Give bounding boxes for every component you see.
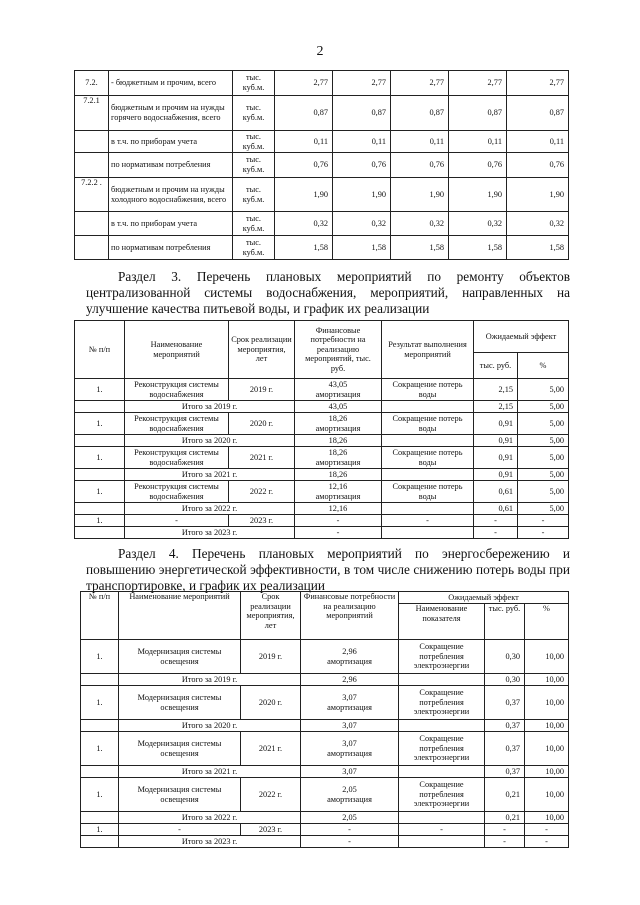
value-cell: 0,87	[391, 96, 449, 131]
measure-result: Сокращение потерь воды	[382, 413, 474, 435]
finance-source: амортизация	[327, 656, 372, 666]
table-row	[81, 686, 569, 720]
page-number: 2	[316, 44, 324, 59]
effect-percent: -	[518, 515, 569, 527]
measure-year: 2022 г.	[241, 778, 301, 812]
measure-name: Реконструкция системы водоснабжения	[125, 413, 229, 435]
total-row	[81, 674, 569, 686]
col-header-effect: Ожидаемый эффект	[474, 321, 569, 353]
measure-year: 2020 г.	[229, 413, 295, 435]
total-label: Итого за 2023 г.	[125, 527, 295, 539]
effect-percent: 5,00	[518, 447, 569, 469]
measure-finance	[295, 413, 382, 435]
effect-value: 0,37	[485, 686, 525, 720]
total-finance: 18,26	[295, 469, 382, 481]
indicator-name: -	[399, 824, 485, 836]
row-number	[75, 153, 109, 178]
total-percent: 10,00	[525, 812, 569, 824]
col-header-num: № п/п	[75, 321, 125, 379]
repair-measures-table	[74, 320, 569, 539]
col-header-indicator: Наименование показателя	[399, 604, 485, 640]
total-finance: 2,96	[301, 674, 399, 686]
section-3-heading	[86, 269, 570, 317]
value-cell: 0,76	[507, 153, 569, 178]
value-cell: 0,87	[275, 96, 333, 131]
indicator-name: Сокращение потребления электроэнергии	[399, 778, 485, 812]
table-row	[75, 413, 569, 435]
total-label: Итого за 2019 г.	[119, 674, 301, 686]
total-finance: 3,07	[301, 720, 399, 732]
row-unit: тыс. куб.м.	[233, 96, 275, 131]
row-number: 1.	[75, 515, 125, 527]
value-cell: 1,58	[507, 236, 569, 260]
row-unit: тыс. куб.м.	[233, 178, 275, 212]
measure-year: 2019 г.	[241, 640, 301, 674]
row-number: 1.	[81, 824, 119, 836]
effect-percent: 5,00	[518, 481, 569, 503]
value-cell: 1,58	[391, 236, 449, 260]
total-row	[75, 527, 569, 539]
measure-name: Модернизация системы освещения	[119, 640, 241, 674]
measure-finance	[301, 732, 399, 766]
total-row	[81, 720, 569, 732]
measure-year: 2023 г.	[241, 824, 301, 836]
row-number	[75, 212, 109, 236]
finance-value: 2,96	[342, 646, 357, 656]
measure-finance	[295, 379, 382, 401]
finance-value: 3,07	[342, 692, 357, 702]
finance-source: амортизация	[315, 389, 361, 399]
total-row	[81, 836, 569, 848]
finance-source: амортизация	[327, 794, 372, 804]
total-percent: 5,00	[518, 401, 569, 413]
total-effect: 2,15	[474, 401, 518, 413]
total-effect: 0,37	[485, 766, 525, 778]
measure-year: 2019 г.	[229, 379, 295, 401]
value-cell: 0,32	[391, 212, 449, 236]
total-effect: 0,21	[485, 812, 525, 824]
effect-percent: 10,00	[525, 640, 569, 674]
value-cell: 2,77	[275, 71, 333, 96]
effect-value: 0,91	[474, 447, 518, 469]
row-number: 1.	[81, 732, 119, 766]
finance-value: 18,26	[328, 447, 348, 457]
effect-value: -	[474, 515, 518, 527]
table-row	[75, 153, 569, 178]
value-cell: 2,77	[391, 71, 449, 96]
total-effect: 0,61	[474, 503, 518, 515]
total-label: Итого за 2021 г.	[119, 766, 301, 778]
total-row	[75, 401, 569, 413]
measure-result: Сокращение потерь воды	[382, 447, 474, 469]
row-label: в т.ч. по приборам учета	[109, 131, 233, 153]
effect-percent: 5,00	[518, 379, 569, 401]
total-finance: 12,16	[295, 503, 382, 515]
row-label: по нормативам потребления	[109, 236, 233, 260]
row-label: в т.ч. по приборам учета	[109, 212, 233, 236]
col-header-finance: Финансовые потребности на реализацию мероприятий, тыс. руб.	[295, 321, 382, 379]
value-cell: 0,11	[391, 131, 449, 153]
measure-finance	[301, 778, 399, 812]
measure-year: 2022 г.	[229, 481, 295, 503]
total-percent: 10,00	[525, 674, 569, 686]
effect-percent: -	[525, 824, 569, 836]
effect-value: 0,61	[474, 481, 518, 503]
effect-value: 0,91	[474, 413, 518, 435]
value-cell: 0,76	[391, 153, 449, 178]
row-number: 1.	[81, 686, 119, 720]
energy-measures-table	[80, 591, 569, 848]
effect-value: -	[485, 824, 525, 836]
row-label: бюджетным и прочим на нужды холодного водоснабжения, всего	[109, 178, 233, 212]
value-cell: 0,87	[507, 96, 569, 131]
effect-value: 0,30	[485, 640, 525, 674]
row-number: 1.	[81, 640, 119, 674]
row-label: бюджетным и прочим на нужды горячего водоснабжения, всего	[109, 96, 233, 131]
table-row	[75, 96, 569, 131]
row-unit: тыс. куб.м.	[233, 212, 275, 236]
value-cell: 1,90	[275, 178, 333, 212]
measure-finance: -	[295, 515, 382, 527]
value-cell: 0,32	[507, 212, 569, 236]
value-cell: 0,87	[449, 96, 507, 131]
row-unit: тыс. куб.м.	[233, 131, 275, 153]
measure-year: 2023 г.	[229, 515, 295, 527]
total-finance: 3,07	[301, 766, 399, 778]
value-cell: 1,90	[333, 178, 391, 212]
value-cell: 0,11	[449, 131, 507, 153]
measure-year: 2021 г.	[229, 447, 295, 469]
row-unit: тыс. куб.м.	[233, 153, 275, 178]
finance-source: амортизация	[327, 748, 372, 758]
value-cell: 2,77	[449, 71, 507, 96]
total-label: Итого за 2022 г.	[125, 503, 295, 515]
measure-result: -	[382, 515, 474, 527]
finance-value: 18,26	[328, 413, 348, 423]
value-cell: 1,58	[333, 236, 391, 260]
total-percent: 5,00	[518, 469, 569, 481]
total-label: Итого за 2020 г.	[119, 720, 301, 732]
effect-percent: 10,00	[525, 732, 569, 766]
row-label: - бюджетным и прочим, всего	[109, 71, 233, 96]
col-header-result: Результат выполнения мероприятий	[382, 321, 474, 379]
total-row	[75, 435, 569, 447]
measure-name: Модернизация системы освещения	[119, 778, 241, 812]
measure-result: Сокращение потерь воды	[382, 481, 474, 503]
row-number	[75, 131, 109, 153]
effect-value: 2,15	[474, 379, 518, 401]
value-cell: 0,76	[333, 153, 391, 178]
measure-name: Реконструкция системы водоснабжения	[125, 481, 229, 503]
value-cell: 1,90	[449, 178, 507, 212]
total-finance: 43,05	[295, 401, 382, 413]
value-cell: 0,11	[507, 131, 569, 153]
row-number: 1.	[75, 447, 125, 469]
total-percent: 5,00	[518, 435, 569, 447]
finance-value: 12,16	[328, 481, 348, 491]
table-row	[81, 640, 569, 674]
total-label: Итого за 2020 г.	[125, 435, 295, 447]
col-header-term: Срок реализации мероприятия, лет	[229, 321, 295, 379]
value-cell: 0,76	[449, 153, 507, 178]
row-unit: тыс. куб.м.	[233, 71, 275, 96]
finance-source: амортизация	[327, 702, 372, 712]
table-row	[75, 131, 569, 153]
row-number: 1.	[75, 413, 125, 435]
table-row	[75, 481, 569, 503]
table-row	[75, 236, 569, 260]
value-cell: 2,77	[333, 71, 391, 96]
total-percent: 10,00	[525, 720, 569, 732]
measure-name: -	[125, 515, 229, 527]
measure-finance	[301, 686, 399, 720]
table-row	[75, 178, 569, 212]
measure-name: Реконструкция системы водоснабжения	[125, 379, 229, 401]
table-row	[75, 212, 569, 236]
effect-value: 0,37	[485, 732, 525, 766]
row-number: 7.2.2 .	[75, 178, 109, 212]
measure-name: Модернизация системы освещения	[119, 732, 241, 766]
total-effect: 0,91	[474, 469, 518, 481]
measure-finance	[295, 481, 382, 503]
col-header-name: Наименование мероприятий	[125, 321, 229, 379]
total-effect: 0,91	[474, 435, 518, 447]
measure-year: 2020 г.	[241, 686, 301, 720]
total-finance: 2,05	[301, 812, 399, 824]
measure-finance: -	[301, 824, 399, 836]
col-header-term: Срок реализации мероприятия, лет	[241, 592, 301, 640]
row-number: 7.2.	[75, 71, 109, 96]
value-cell: 1,58	[449, 236, 507, 260]
table-row	[75, 515, 569, 527]
value-cell: 1,90	[507, 178, 569, 212]
measure-finance	[301, 640, 399, 674]
finance-source: амортизация	[315, 457, 361, 467]
value-cell: 2,77	[507, 71, 569, 96]
effect-value: 0,21	[485, 778, 525, 812]
table-row	[81, 732, 569, 766]
section-3-heading-text: Раздел 3. Перечень плановых мероприятий по ремонту объектов централизованной системы водоснабжения, мероприятий, направленных на улучшение качества питьевой воды, и график их реализации	[86, 269, 570, 316]
finance-value: 2,05	[342, 784, 357, 794]
total-label: Итого за 2021 г.	[125, 469, 295, 481]
value-cell: 0,11	[333, 131, 391, 153]
table-row	[81, 778, 569, 812]
col-header-effect: Ожидаемый эффект	[399, 592, 569, 604]
finance-value: 43,05	[328, 379, 348, 389]
effect-percent: 10,00	[525, 686, 569, 720]
total-row	[75, 469, 569, 481]
total-label: Итого за 2019 г.	[125, 401, 295, 413]
total-effect: -	[485, 836, 525, 848]
row-number: 7.2.1	[75, 96, 109, 131]
total-percent: 10,00	[525, 766, 569, 778]
finance-source: амортизация	[315, 423, 361, 433]
col-header-finance: Финансовые потребности на реализацию мероприятий	[301, 592, 399, 640]
row-number: 1.	[81, 778, 119, 812]
total-finance: 18,26	[295, 435, 382, 447]
measure-result: Сокращение потерь воды	[382, 379, 474, 401]
col-header-name: Наименование мероприятий	[119, 592, 241, 640]
row-label: по нормативам потребления	[109, 153, 233, 178]
section-4-heading	[86, 546, 570, 594]
table-row	[75, 379, 569, 401]
total-percent: 5,00	[518, 503, 569, 515]
indicator-name: Сокращение потребления электроэнергии	[399, 686, 485, 720]
section-4-heading-text: Раздел 4. Перечень плановых мероприятий по энергосбережению и повышению энергетической эффективности, в том числе снижению потерь воды при транспортировке, и график их реализации	[86, 546, 570, 593]
effect-percent: 5,00	[518, 413, 569, 435]
value-cell: 1,90	[391, 178, 449, 212]
row-number: 1.	[75, 481, 125, 503]
col-header-unit: тыс. руб.	[485, 604, 525, 640]
value-cell: 0,11	[275, 131, 333, 153]
measure-name: Реконструкция системы водоснабжения	[125, 447, 229, 469]
total-finance: -	[301, 836, 399, 848]
total-effect: 0,30	[485, 674, 525, 686]
col-header-unit: тыс. руб.	[474, 353, 518, 379]
col-header-num: № п/п	[81, 592, 119, 640]
finance-source: амортизация	[315, 491, 361, 501]
table-row	[75, 71, 569, 96]
total-percent: -	[525, 836, 569, 848]
total-row	[81, 766, 569, 778]
value-cell: 0,32	[449, 212, 507, 236]
consumption-table	[74, 70, 569, 260]
total-row	[81, 812, 569, 824]
table-row	[75, 447, 569, 469]
value-cell: 0,32	[275, 212, 333, 236]
measure-name: Модернизация системы освещения	[119, 686, 241, 720]
measure-finance	[295, 447, 382, 469]
indicator-name: Сокращение потребления электроэнергии	[399, 640, 485, 674]
value-cell: 0,87	[333, 96, 391, 131]
col-header-percent: %	[518, 353, 569, 379]
effect-percent: 10,00	[525, 778, 569, 812]
total-effect: -	[474, 527, 518, 539]
total-label: Итого за 2023 г.	[119, 836, 301, 848]
total-effect: 0,37	[485, 720, 525, 732]
total-row	[75, 503, 569, 515]
value-cell: 1,58	[275, 236, 333, 260]
finance-value: 3,07	[342, 738, 357, 748]
value-cell: 0,32	[333, 212, 391, 236]
value-cell: 0,76	[275, 153, 333, 178]
row-number	[75, 236, 109, 260]
table-row	[81, 824, 569, 836]
total-label: Итого за 2022 г.	[119, 812, 301, 824]
indicator-name: Сокращение потребления электроэнергии	[399, 732, 485, 766]
measure-name: -	[119, 824, 241, 836]
total-finance: -	[295, 527, 382, 539]
measure-year: 2021 г.	[241, 732, 301, 766]
col-header-percent: %	[525, 604, 569, 640]
row-unit: тыс. куб.м.	[233, 236, 275, 260]
row-number: 1.	[75, 379, 125, 401]
total-percent: -	[518, 527, 569, 539]
